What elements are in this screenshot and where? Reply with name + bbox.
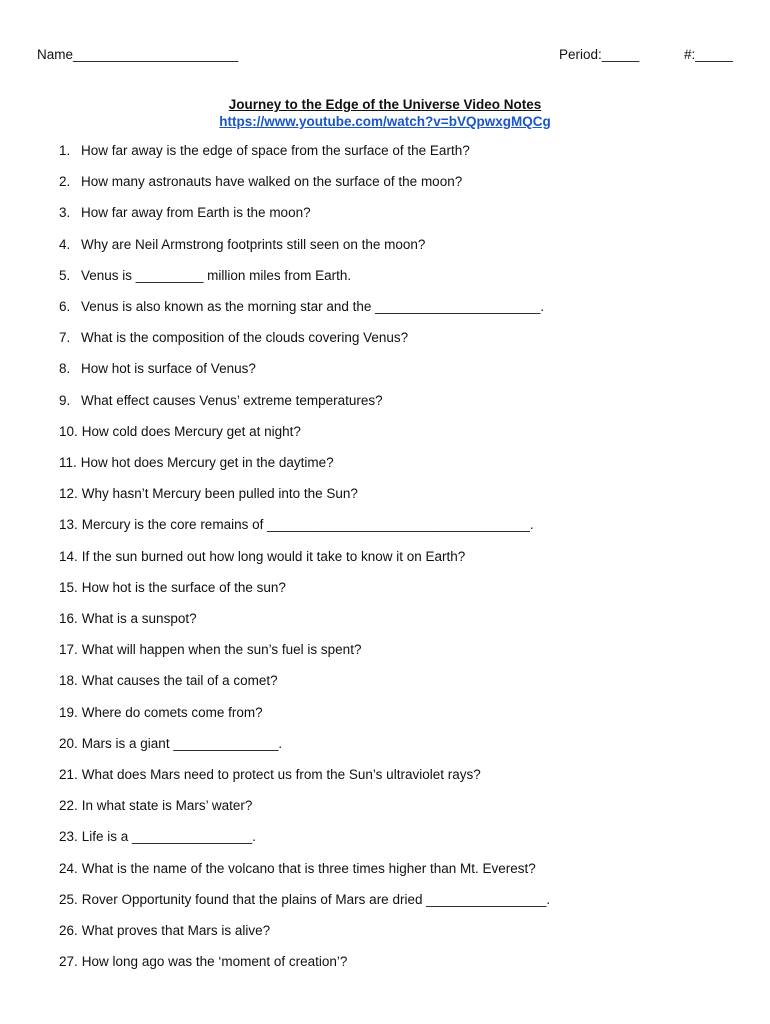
question-item [59,549,465,565]
question-text: Venus is also known as the morning star and the ______________________. [81,299,545,314]
question-text: Why hasn’t Mercury been pulled into the Sun? [81,486,358,502]
question-text: Mars is a giant ______________. [81,735,283,751]
question-item [59,299,544,315]
question-item [59,673,278,689]
question-text: Why are Neil Armstrong footprints still seen on the moon? [81,236,426,252]
question-number: 18. [59,673,78,689]
period-field: Period:_____ [559,47,640,62]
question-text: How cold does Mercury get at night? [81,423,301,439]
question-item [59,424,301,440]
question-number: 25. [59,891,78,907]
question-item [59,393,383,409]
question-number: 8. [59,361,71,377]
question-item [59,330,408,346]
question-item [59,580,286,596]
question-item [59,237,425,253]
question-number: 23. [59,829,78,845]
question-item [59,923,270,939]
question-item [59,767,481,783]
question-text: How hot is surface of Venus? [81,361,256,377]
question-number: 13. [59,517,78,533]
title-block [0,97,770,131]
question-item [59,954,347,970]
question-item [59,517,534,533]
question-item [59,174,462,190]
question-text: How many astronauts have walked on the surface of the moon? [81,174,463,190]
question-text: How far away is the edge of space from the surface of the Earth? [81,143,470,158]
question-number: 1. [59,143,71,158]
question-number: 21. [59,767,78,782]
question-number: 7. [59,330,71,346]
question-number: 10. [59,423,78,439]
question-number: 24. [59,860,78,876]
question-number: 26. [59,923,78,938]
question-number: 2. [59,174,71,190]
question-item [59,611,197,627]
question-number: 11. [59,455,77,470]
question-number: 16. [59,611,78,626]
question-number: 27. [59,954,78,970]
question-text: How hot is the surface of the sun? [81,579,286,595]
number-field: #:_____ [684,47,733,62]
question-text: Where do comets come from? [81,704,263,720]
question-text: Mercury is the core remains of ___________________________________. [81,517,534,533]
question-number: 5. [59,267,71,283]
question-text: What proves that Mars is alive? [81,923,271,938]
video-link[interactable]: https://www.youtube.com/watch?v=bVQpwxgMQCg [219,114,551,129]
question-item [59,829,256,845]
question-text: Venus is _________ million miles from Earth. [81,267,352,283]
question-text: What effect causes Venus’ extreme temperatures? [81,392,383,408]
question-text: What will happen when the sun’s fuel is spent? [81,642,362,658]
question-number: 17. [59,642,78,658]
question-number: 3. [59,205,71,221]
question-number: 22. [59,798,78,814]
question-number: 14. [59,548,78,564]
question-text: How hot does Mercury get in the daytime? [80,455,334,470]
question-item [59,361,256,377]
document-title: Journey to the Edge of the Universe Video Notes [228,97,542,112]
question-item [59,455,334,471]
question-item [59,705,263,721]
question-number: 9. [59,392,71,408]
question-text: Rover Opportunity found that the plains of Mars are dried ________________. [81,891,551,907]
name-field: Name______________________ [37,47,239,62]
question-item [59,798,252,814]
question-text: What does Mars need to protect us from the Sun’s ultraviolet rays? [81,767,481,782]
question-item [59,486,358,502]
question-number: 4. [59,236,71,252]
question-item [59,861,536,877]
question-item [59,642,361,658]
question-item [59,892,550,908]
question-item [59,736,282,752]
question-text: How long ago was the ‘moment of creation’? [81,954,348,970]
question-text: In what state is Mars’ water? [81,798,253,814]
question-text: What is the name of the volcano that is three times higher than Mt. Everest? [81,860,536,876]
question-item [59,143,470,159]
question-number: 12. [59,486,78,502]
question-number: 15. [59,579,78,595]
question-text: If the sun burned out how long would it take to know it on Earth? [81,548,466,564]
question-text: Life is a ________________. [81,829,256,845]
question-text: How far away from Earth is the moon? [81,205,311,221]
question-number: 19. [59,704,78,720]
question-item [59,205,311,221]
question-number: 20. [59,735,78,751]
question-text: What causes the tail of a comet? [81,673,278,689]
question-number: 6. [59,299,71,314]
question-text: What is a sunspot? [81,611,197,626]
question-text: What is the composition of the clouds covering Venus? [81,330,409,346]
question-item [59,268,351,284]
